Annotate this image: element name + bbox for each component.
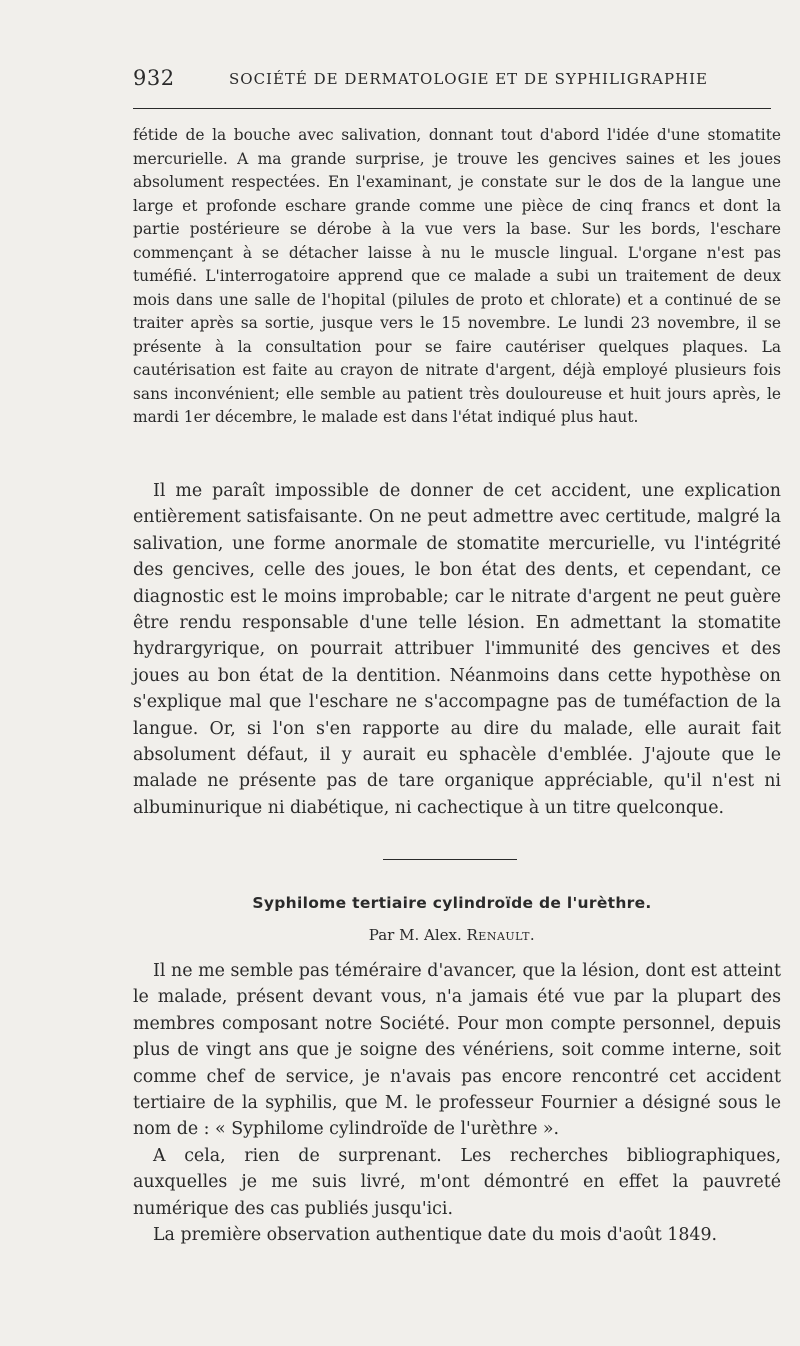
byline-prefix: Par M. Alex. [368,926,467,944]
section-body [133,958,781,1248]
body-block-1 [133,124,781,430]
section-paragraph-3: La première observation authentique date du mois d'août 1849. [153,1225,718,1246]
section-separator [383,859,517,860]
section-byline [133,926,771,944]
paragraph-continued: fétide de la bouche avec salivation, donnant tout d'abord l'idée d'une stomatite mercurielle. A ma grande surprise, je trouve les gencives saines et les joues absolument respectées. En l'examinant, je constate sur le dos de la langue une large et profonde eschare grande comme une pièce de cinq francs et dont la partie postérieure se dérobe à la vue vers la base. Sur les bords, l'eschare commençant à se détacher laisse à nu le muscle lingual. L'organe n'est pas tuméfié. L'interrogatoire apprend que ce malade a subi un traitement de deux mois dans une salle de l'hopital (pilules de proto et chlorate) et a continué de se traiter après sa sortie, jusque vers le 15 novembre. Le lundi 23 novembre, il se présente à la consultation pour se faire cautériser quelques plaques. La cautérisation est faite au crayon de nitrate d'argent, déjà employé plusieurs fois sans inconvénient; elle semble au patient très douloureuse et huit jours après, le mardi 1er décembre, le malade est dans l'état indiqué plus haut. [133,126,781,426]
body-block-2 [133,478,781,821]
paragraph-discussion: Il me paraît impossible de donner de cet accident, une explication entièrement satisfaisante. On ne peut admettre avec certitude, malgré la salivation, une forme anormale de stomatite mercurielle, vu l'intégrité des gencives, celle des joues, le bon état des dents, et cependant, ce diagnostic est le moins improbable; car le nitrate d'argent ne peut guère être rendu responsable d'une telle lésion. En admettant la stomatite hydrargyrique, on pourrait attribuer l'immunité des gencives et des joues au bon état de la dentition. Néanmoins dans cette hypothèse on s'explique mal que l'eschare ne s'accompagne pas de tuméfaction de la langue. Or, si l'on s'en rapporte au dire du malade, elle aurait fait absolument défaut, il y aurait eu sphacèle d'emblée. J'ajoute que le malade ne présente pas de tare organique appréciable, qu'il n'est ni albuminurique ni diabétique, ni cachectique à un titre quelconque. [133,481,781,818]
page-number: 932 [133,66,175,90]
page-header [133,66,771,96]
section-title: Syphilome tertiaire cylindroïde de l'urèthre. [252,894,652,912]
byline-author: Renault. [466,926,536,944]
section-paragraph-2: A cela, rien de surprenant. Les recherches bibliographiques, auxquelles je me suis livré, m'ont démontré en effet la pauvreté numérique des cas publiés jusqu'ici. [133,1145,781,1219]
running-title: SOCIÉTÉ DE DERMATOLOGIE ET DE SYPHILIGRAPHIE [229,70,709,88]
section-paragraph-1: Il ne me semble pas téméraire d'avancer, que la lésion, dont est atteint le malade, présent devant vous, n'a jamais été vue par la plupart des membres composant notre Société. Pour mon compte personnel, depuis plus de vingt ans que je soigne des vénériens, soit comme interne, soit comme chef de service, je n'avais pas encore rencontré cet accident tertiaire de la syphilis, que M. le professeur Fournier a désigné sous le nom de : « Syphilome cylindroïde de l'urèthre ». [133,961,781,1140]
header-rule [133,108,771,109]
